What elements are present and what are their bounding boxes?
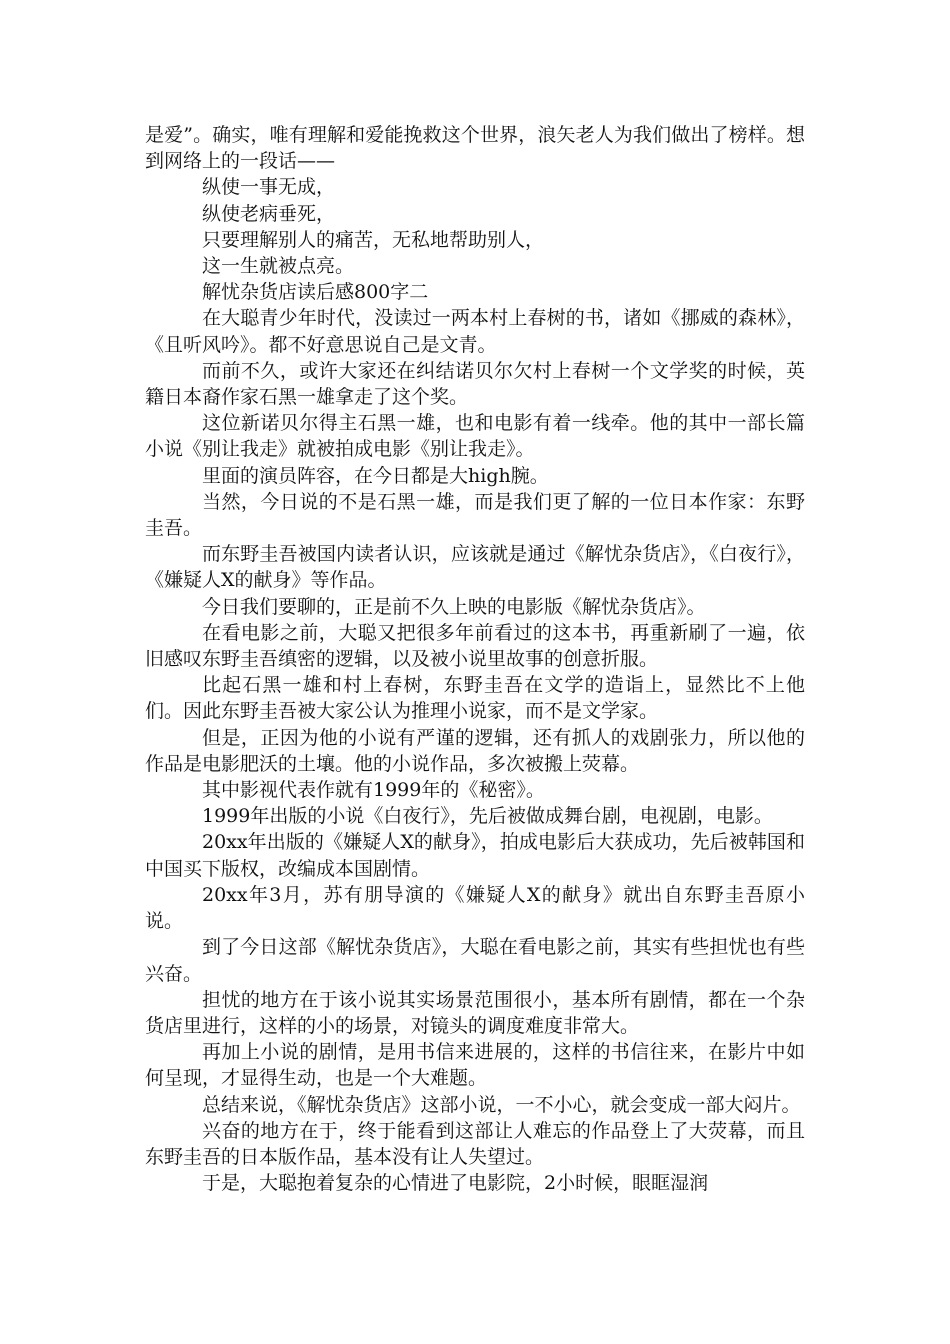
poem-line: 只要理解别人的痛苦，无私地帮助别人， <box>202 228 545 251</box>
paragraph: 而东野圭吾被国内读者认识，应该就是通过《解忧杂货店》，《白夜行》，《嫌疑人X的献身》等作品。 <box>145 543 805 592</box>
poem-line: 这一生就被点亮。 <box>202 255 355 278</box>
paragraph: 当然，今日说的不是石黑一雄，而是我们更了解的一位日本作家：东野圭吾。 <box>145 490 805 540</box>
paragraph: 其中影视代表作就有1999年的《秘密》。 <box>202 779 545 802</box>
paragraph: 比起石黑一雄和村上春树，东野圭吾在文学的造诣上，显然比不上他们。因此东野圭吾被大家公认为推理小说家，而不是文学家。 <box>145 674 805 723</box>
paragraph: 到了今日这部《解忧杂货店》，大聪在看电影之前，其实有些担忧也有些兴奋。 <box>145 936 805 985</box>
paragraph: 于是，大聪抱着复杂的心情进了电影院，2小时候，眼眶湿润 <box>202 1172 709 1195</box>
paragraph: 20xx年出版的《嫌疑人X的献身》，拍成电影后大获成功，先后被韩国和中国买下版权，改编成本国剧情。 <box>145 831 805 880</box>
poem-line: 纵使一事无成， <box>202 176 336 199</box>
paragraph: 1999年出版的小说《白夜行》，先后被做成舞台剧，电视剧，电影。 <box>202 805 773 828</box>
paragraph: 今日我们要聊的，正是前不久上映的电影版《解忧杂货店》。 <box>202 595 706 618</box>
paragraph: 总结来说，《解忧杂货店》这部小说，一不小心，就会变成一部大闷片。 <box>202 1093 801 1116</box>
paragraph: 兴奋的地方在于，终于能看到这部让人难忘的作品登上了大荧幕，而且东野圭吾的日本版作品，基本没有让人失望过。 <box>145 1119 805 1168</box>
paragraph: 20xx年3月，苏有朋导演的《嫌疑人X的献身》就出自东野圭吾原小说。 <box>145 883 805 933</box>
paragraph: 在大聪青少年时代，没读过一两本村上春树的书，诸如《挪威的森林》，《且听风吟》。都不好意思说自己是文青。 <box>145 307 805 356</box>
paragraph: 担忧的地方在于该小说其实场景范围很小，基本所有剧情，都在一个杂货店里进行，这样的小的场景，对镜头的调度难度非常大。 <box>145 988 805 1037</box>
paragraph: 这位新诺贝尔得主石黑一雄，也和电影有着一线牵。他的其中一部长篇小说《别让我走》就被拍成电影《别让我走》。 <box>145 412 805 461</box>
paragraph: 里面的演员阵容，在今日都是大high腕。 <box>202 464 549 487</box>
document-body <box>145 122 805 1196</box>
paragraph-continuation: 是爱”。确实，唯有理解和爱能挽救这个世界，浪矢老人为我们做出了榜样。想到网络上的一段话—— <box>145 124 805 173</box>
section-heading: 解忧杂货店读后感800字二 <box>202 281 429 304</box>
paragraph: 在看电影之前，大聪又把很多年前看过的这本书，再重新刷了一遍，依旧感叹东野圭吾缜密的逻辑，以及被小说里故事的创意折服。 <box>145 621 805 671</box>
paragraph: 而前不久，或许大家还在纠结诺贝尔欠村上春树一个文学奖的时候，英籍日本裔作家石黑一雄拿走了这个奖。 <box>145 359 805 409</box>
paragraph: 再加上小说的剧情，是用书信来进展的，这样的书信往来，在影片中如何呈现，才显得生动，也是一个大难题。 <box>145 1041 805 1090</box>
poem-line: 纵使老病垂死， <box>202 202 336 225</box>
paragraph: 但是，正因为他的小说有严谨的逻辑，还有抓人的戏剧张力，所以他的作品是电影肥沃的土壤。他的小说作品，多次被搬上荧幕。 <box>145 726 805 775</box>
